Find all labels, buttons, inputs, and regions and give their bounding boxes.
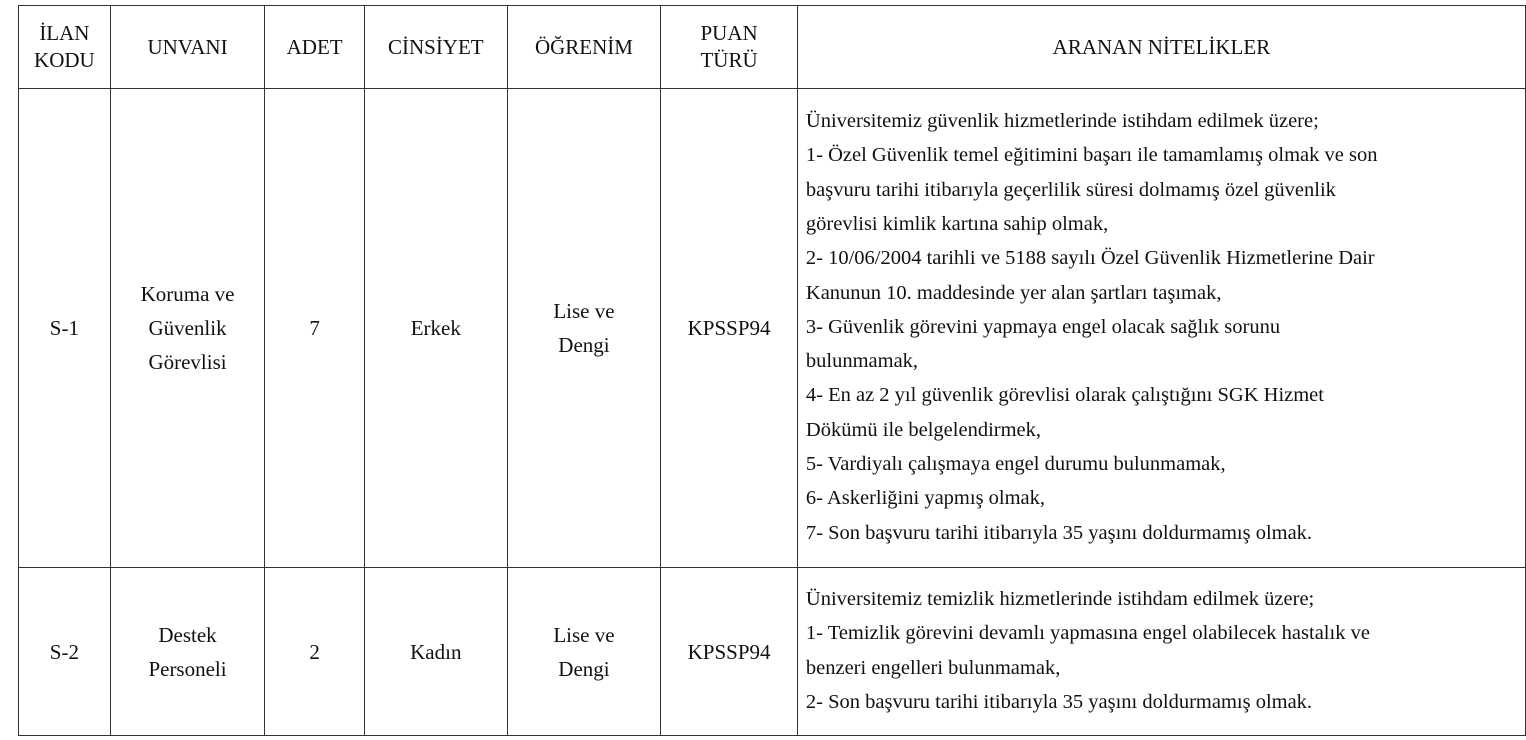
- adet-cell: 7: [265, 89, 365, 568]
- requirement-line: 2- 10/06/2004 tarihli ve 5188 sayılı Özel Güvenlik Hizmetlerine Dair: [805, 247, 1375, 270]
- requirement-line: 3- Güvenlik görevini yapmaya engel olacak sağlık sorunu: [805, 315, 1281, 338]
- header-unvani: UNVANI: [110, 6, 264, 89]
- header-puan-turu: [661, 6, 798, 89]
- cinsiyet-cell: Erkek: [364, 89, 507, 568]
- requirement-line: Kanunun 10. maddesinde yer alan şartları taşımak,: [805, 281, 1222, 304]
- adet-cell: 2: [265, 568, 365, 736]
- requirement-line: 1- Temizlik görevini devamlı yapmasına engel olabilecek hastalık ve: [805, 622, 1370, 645]
- header-aranan-nitelikler: ARANAN NİTELİKLER: [797, 6, 1525, 89]
- requirement-line: görevlisi kimlik kartına sahip olmak,: [805, 212, 1109, 235]
- requirement-line: 5- Vardiyalı çalışmaya engel durumu bulunmamak,: [805, 453, 1226, 476]
- requirement-line: 1- Özel Güvenlik temel eğitimini başarı ile tamamlamış olmak ve son: [805, 144, 1378, 167]
- header-ilan-kodu-line: İLAN: [39, 21, 90, 45]
- header-puan-turu-line: TÜRÜ: [700, 48, 758, 72]
- table-row: [19, 568, 1526, 736]
- requirement-line: 7- Son başvuru tarihi itibarıyla 35 yaşını doldurmamış olmak.: [805, 521, 1313, 544]
- requirement-line: 6- Askerliğini yapmış olmak,: [805, 487, 1046, 510]
- requirement-line: 2- Son başvuru tarihi itibarıyla 35 yaşını doldurmamış olmak.: [805, 690, 1313, 713]
- unvani-line: Destek: [158, 622, 217, 647]
- unvani-line: Personeli: [148, 656, 227, 681]
- ogrenim-cell: [507, 89, 661, 568]
- requirement-line: Dökümü ile belgelendirmek,: [805, 418, 1042, 441]
- aranan-nitelikler-cell: [797, 568, 1525, 736]
- requirement-line: başvuru tarihi itibarıyla geçerlilik süresi dolmamış özel güvenlik: [805, 178, 1336, 201]
- header-ilan-kodu: [19, 6, 111, 89]
- puan-turu-cell: KPSSP94: [661, 89, 798, 568]
- ogrenim-cell: [507, 568, 661, 736]
- unvani-cell: [110, 568, 264, 736]
- unvani-cell: [110, 89, 264, 568]
- unvani-line: Koruma ve: [140, 282, 235, 306]
- job-listings-table: [18, 5, 1526, 736]
- header-ilan-kodu-line: KODU: [34, 48, 95, 72]
- puan-turu-cell: KPSSP94: [661, 568, 798, 736]
- header-cinsiyet: CİNSİYET: [364, 6, 507, 89]
- table-row: [19, 89, 1526, 568]
- header-ogrenim: ÖĞRENİM: [507, 6, 661, 89]
- unvani-line: Görevlisi: [148, 350, 227, 374]
- header-adet: ADET: [265, 6, 365, 89]
- ogrenim-line: Lise ve: [553, 622, 615, 647]
- header-puan-turu-line: PUAN: [700, 21, 758, 45]
- cinsiyet-cell: Kadın: [364, 568, 507, 736]
- ilan-kodu-cell: S-2: [19, 568, 111, 736]
- header-row: [19, 6, 1526, 89]
- requirement-line: benzeri engelleri bulunmamak,: [805, 656, 1061, 679]
- ogrenim-line: Lise ve: [553, 299, 615, 323]
- requirement-line: Üniversitemiz güvenlik hizmetlerinde istihdam edilmek üzere;: [805, 110, 1319, 133]
- aranan-nitelikler-cell: [797, 89, 1525, 568]
- ogrenim-line: Dengi: [558, 656, 610, 681]
- requirement-line: bulunmamak,: [805, 350, 919, 373]
- ilan-kodu-cell: S-1: [19, 89, 111, 568]
- unvani-line: Güvenlik: [148, 316, 227, 340]
- requirement-line: Üniversitemiz temizlik hizmetlerinde istihdam edilmek üzere;: [805, 587, 1315, 610]
- requirement-line: 4- En az 2 yıl güvenlik görevlisi olarak çalıştığını SGK Hizmet: [805, 384, 1324, 407]
- ogrenim-line: Dengi: [558, 333, 610, 357]
